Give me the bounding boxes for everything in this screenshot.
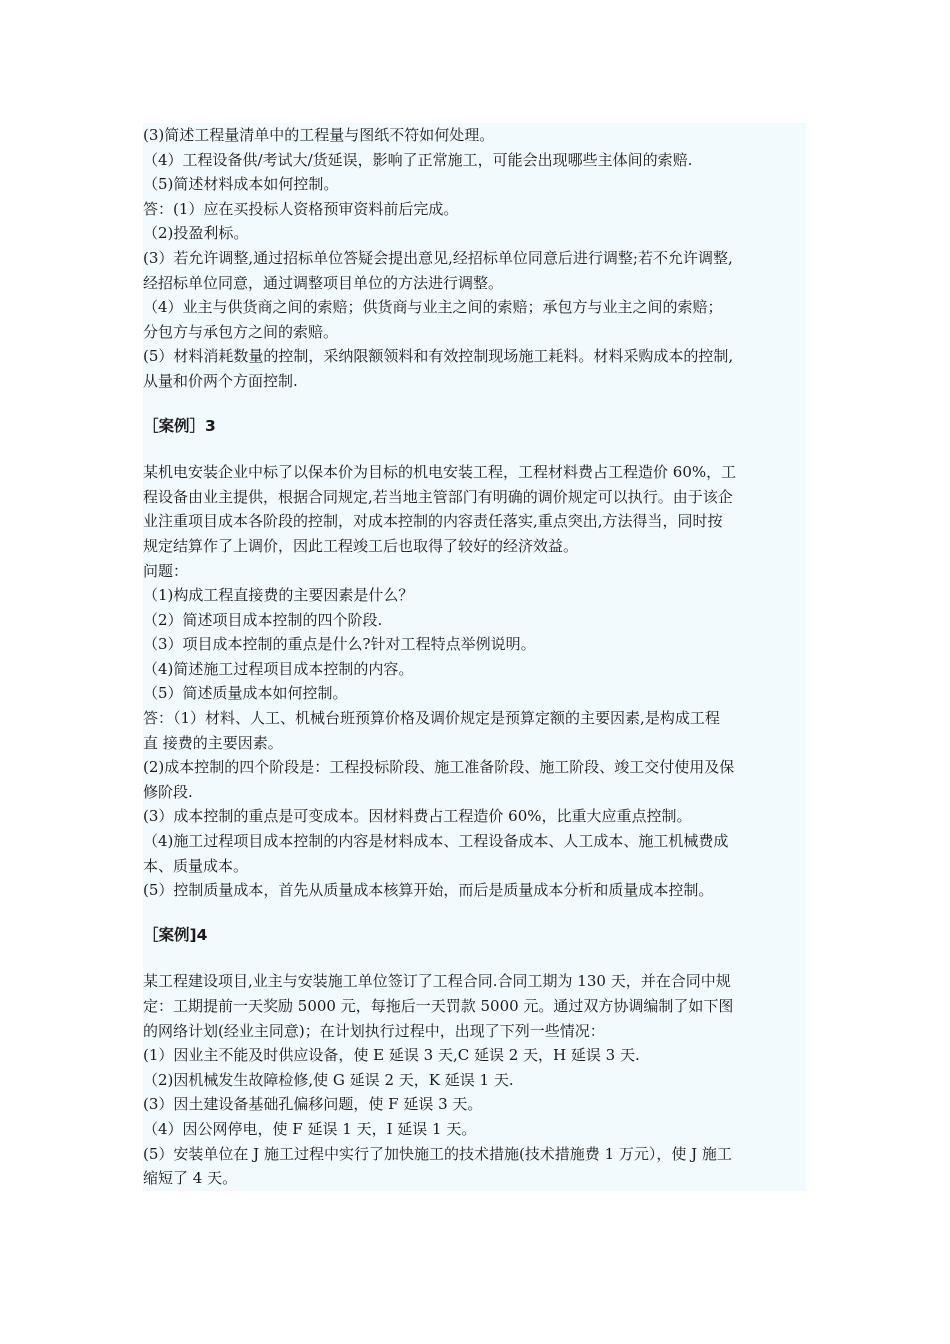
text-line: 问题： [143,561,189,580]
text-line: 答：(1）应在买投标人资格预审资料前后完成。 [143,199,459,218]
text-line: （4）工程设备供/考试大/货延误，影响了正常施工，可能会出现哪些主体间的索赔. [143,150,693,169]
text-line: （3）项目成本控制的重点是什么?针对工程特点举例说明。 [143,635,536,654]
document-content [143,123,806,1191]
text-line: 程设备由业主提供，根据合同规定,若当地主管部门有明确的调价规定可以执行。由于该企 [143,487,733,506]
text-line: （4)简述施工过程项目成本控制的内容。 [143,659,414,678]
text-line: 规定结算作了上调价，因此工程竣工后也取得了较好的经济效益。 [143,536,579,555]
text-line: （1)构成工程直接费的主要因素是什么？ [143,586,414,605]
text-line: （4)施工过程项目成本控制的内容是材料成本、工程设备成本、人工成本、施工机械费成 [143,832,729,851]
text-line: 某工程建设项目,业主与安装施工单位签订了工程合同.合同工期为 130 天，并在合同中规 [143,972,731,991]
case-4-heading: ［案例]4 [143,925,208,944]
text-line: （2)因机械发生故障检修,使 G 延误 2 天，K 延误 1 天. [143,1070,514,1089]
text-line: 答：（1）材料、人工、机械台班预算价格及调价规定是预算定额的主要因素,是构成工程 [143,709,720,728]
text-line: 的网络计划(经业主同意)；在计划执行过程中，出现了下列一些情况： [143,1021,605,1040]
text-line: (5）安装单位在 J 施工过程中实行了加快施工的技术措施(技术措施费 1 万元），使 J 施工 [143,1144,732,1163]
text-line: 分包方与承包方之间的索赔。 [143,322,339,341]
text-line: （5）简述质量成本如何控制。 [143,684,348,703]
case-3-heading: ［案例］3 [143,416,216,435]
text-line: (5）控制质量成本，首先从质量成本核算开始，而后是质量成本分析和质量成本控制。 [143,881,714,900]
case-3-section [143,414,806,903]
text-line: （5)简述材料成本如何控制。 [143,175,339,194]
text-line: 从量和价两个方面控制. [143,371,298,390]
text-line: 经招标单位同意，通过调整项目单位的方法进行调整。 [143,273,504,292]
text-line: (3）若允许调整,通过招标单位答疑会提出意见,经招标单位同意后进行调整;若不允许调整, [143,248,733,267]
text-line: (5）材料消耗数量的控制，采纳限额领料和有效控制现场施工耗料。材料采购成本的控制, [143,347,734,366]
text-line: 定：工期提前一天奖励 5000 元，每拖后一天罚款 5000 元。通过双方协调编制了如下图 [143,997,734,1015]
text-line: 业注重项目成本各阶段的控制，对成本控制的内容责任落实,重点突出,方法得当，同时按 [143,512,723,531]
text-line: （4）因公网停电，使 F 延误 1 天，I 延误 1 天。 [143,1119,477,1138]
text-line: 修阶段. [143,782,193,801]
text-line: (1）因业主不能及时供应设备，使 E 延误 3 天,C 延误 2 天，H 延误 3 天. [143,1046,640,1065]
text-line: 本、质量成本。 [143,856,249,875]
text-line: 某机电安装企业中标了以保本价为目标的机电安装工程，工程材料费占工程造价 60%，工 [143,463,737,482]
text-line: (2)成本控制的四个阶段是：工程投标阶段、施工准备阶段、施工阶段、竣工交付使用及保 [143,758,735,777]
text-line: 直 接费的主要因素。 [143,733,283,752]
text-line: 缩短了 4 天。 [143,1169,238,1188]
text-line: (3)简述工程量清单中的工程量与图纸不符如何处理。 [143,126,495,144]
text-line: （2）简述项目成本控制的四个阶段. [143,610,383,629]
text-line: （4）业主与供货商之间的索赔；供货商与业主之间的索赔；承包方与业主之间的索赔； [143,298,723,317]
text-line: (3）因土建设备基础孔偏移问题，使 F 延误 3 天。 [143,1095,483,1114]
text-line: （2)投盈利标。 [143,224,249,243]
case-4-section [143,923,806,1191]
answer-block-case2 [143,123,806,394]
text-line: (3）成本控制的重点是可变成本。因材料费占工程造价 60%，比重大应重点控制。 [143,807,692,826]
